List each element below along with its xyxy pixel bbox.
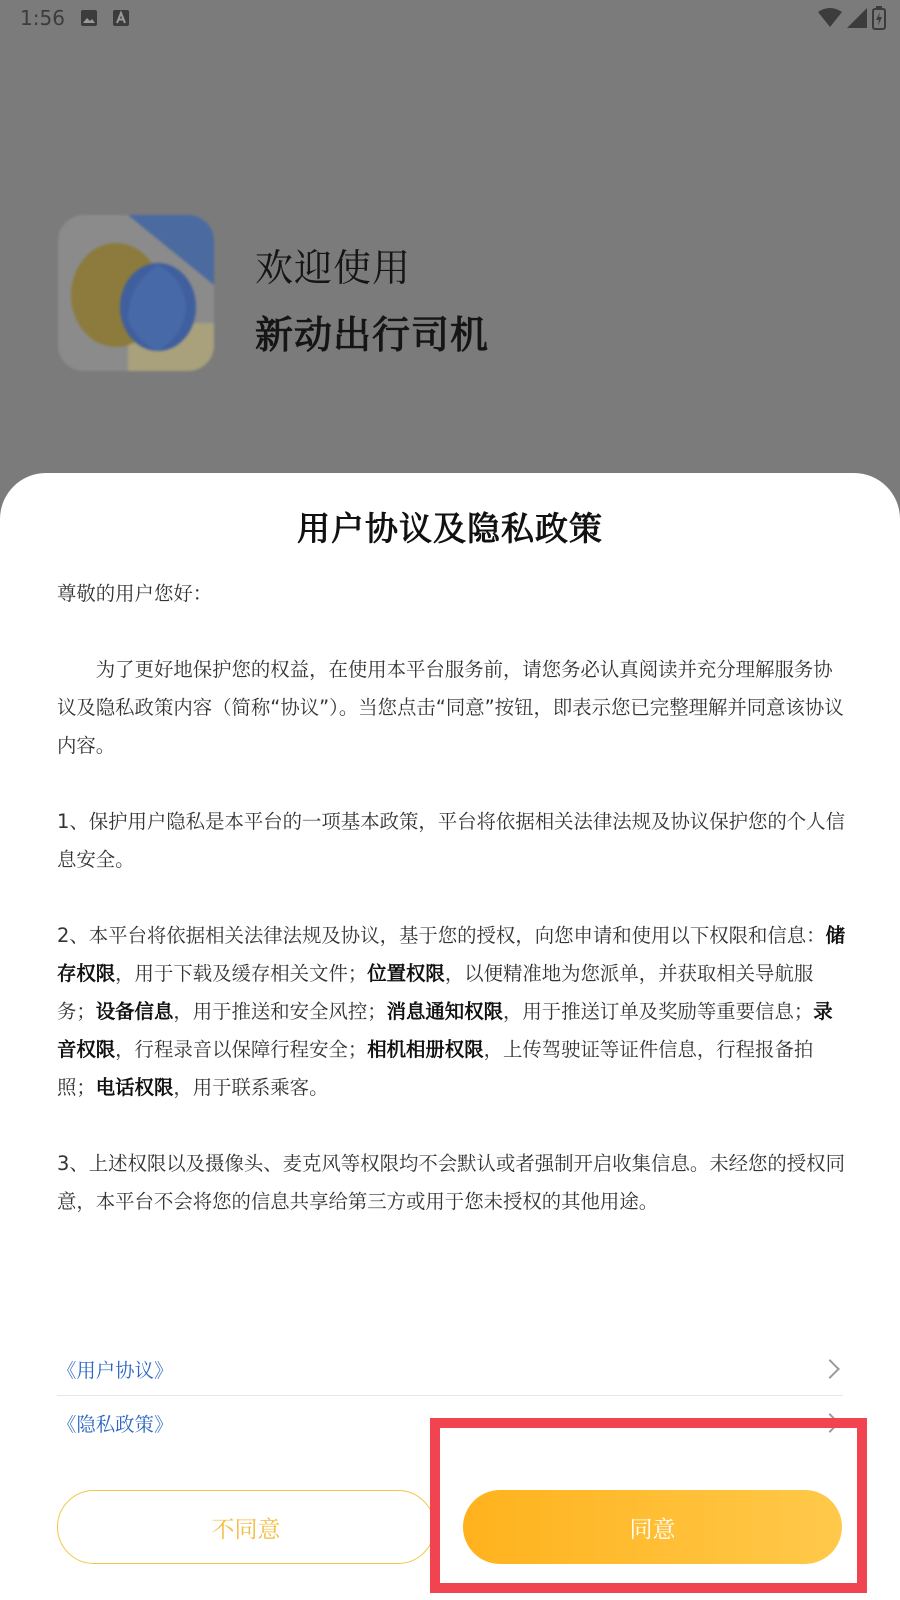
notification-permission-label: 消息通知权限 [386,1000,503,1023]
para2-text: ，用于联系乘客。 [173,1076,329,1099]
welcome-header [58,215,858,375]
para2-text: ，用于下载及缓存相关文件； [115,962,368,985]
privacy-paragraph-1: 1、保护用户隐私是本平台的一项基本政策，平台将依据相关法律法规及协议保护您的个人信息安全。 [57,810,845,871]
phone-permission-label: 电话权限 [95,1076,174,1099]
storage-permission-label: 储存权限 [57,924,845,985]
para2-text: ，用于推送订单及奖励等重要信息； [502,1000,814,1023]
privacy-dialog [0,473,900,1600]
agree-button[interactable]: 同意 [463,1490,842,1564]
privacy-policy-label: 《隐私政策》 [57,1412,174,1436]
wifi-icon [818,8,842,28]
dialog-content [57,575,847,1221]
para2-text: ，以便精准地为您派单，并获取相关导航服务； [57,962,814,1023]
user-agreement-link[interactable] [57,1342,843,1395]
image-icon [80,9,98,27]
signal-icon [846,7,868,29]
para2-text: ，用于推送和安全风控； [173,1000,387,1023]
para2-text: ，行程录音以保障行程安全； [115,1038,368,1061]
privacy-paragraph-2 [57,917,847,1107]
privacy-policy-link[interactable] [57,1396,843,1449]
para2-text: ，上传驾驶证等证件信息，行程报备拍照； [57,1038,814,1099]
user-agreement-label: 《用户协议》 [57,1358,174,1382]
intro-paragraph: 为了更好地保护您的权益，在使用本平台服务前，请您务必认真阅读并充分理解服务协议及隐私政策内容（简称“协议”）。当您点击“同意”按钮，即表示您已完整理解并同意该协议内容。 [57,658,844,757]
chevron-right-icon [820,1413,840,1433]
status-time: 1:56 [20,6,65,30]
device-info-label: 设备信息 [95,1000,174,1023]
camera-permission-label: 相机相册权限 [367,1038,484,1061]
dialog-title: 用户协议及隐私政策 [297,509,603,548]
app-name: 新动出行司机 [255,313,490,357]
battery-charging-icon [872,6,886,30]
privacy-paragraph-3: 3、上述权限以及摄像头、麦克风等权限均不会默认或者强制开启收集信息。未经您的授权同意，本平台不会将您的信息共享给第三方或用于您未授权的其他用途。 [57,1152,845,1213]
a-badge-icon [112,9,130,27]
para2-text: 2、本平台将依据相关法律法规及协议，基于您的授权，向您申请和使用以下权限和信息： [57,924,826,947]
recording-permission-label: 录音权限 [57,1000,833,1061]
status-bar [0,0,900,36]
app-logo [58,215,214,371]
decline-button[interactable]: 不同意 [57,1490,435,1564]
location-permission-label: 位置权限 [367,962,445,985]
greeting-text: 尊敬的用户您好： [57,582,213,605]
status-right-icons [818,6,886,30]
welcome-text: 欢迎使用 [255,246,412,290]
chevron-right-icon [820,1359,840,1379]
